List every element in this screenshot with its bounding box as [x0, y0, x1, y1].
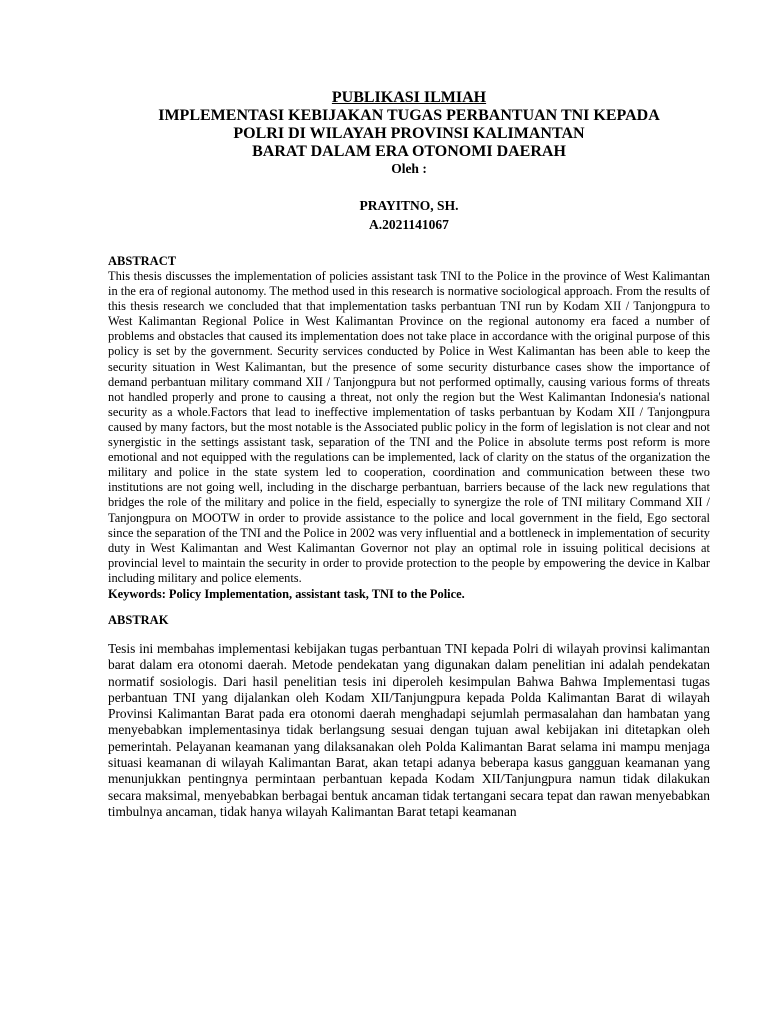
abstrak-heading: ABSTRAK: [108, 612, 169, 627]
abstrak-text: Tesis ini membahas implementasi kebijakan tugas perbantuan TNI kepada Polri di wilayah provinsi kalimantan barat dalam era otonomi daerah. Metode pendekatan yang digunakan dalam penelitian ini adalah pendekatan normatif sosiologis. Dari hasil penelitian tesis ini diperoleh kesimpulan Bahwa Bahwa Implementasi tugas perbantuan TNI yang dijalankan oleh Kodam XII/Tanjungpura kepada Polda Kalimantan Barat di wilayah Provinsi Kalimantan Barat pada era otonomi daerah menghadapi sejumlah permasalahan dan hambatan yang menyebabkan implementasinya tidak berlangsung sesuai dengan tujuan awal kebijakan ini ditetapkan oleh pemerintah. Pelayanan keamanan yang dilaksanakan oleh Polda Kalimantan Barat selama ini mampu menjaga situasi keamanan di wilayah Kalimantan Barat, akan tetapi adanya beberapa kasus gangguan keamanan yang menunjukkan pentingnya permintaan perbantuan kepada Kodam XII/Tanjungpura namun tidak dilakukan secara maksimal, menyebabkan berbagai bentuk ancaman tidak tertangani secara tepat dan rawan menyebabkan timbulnya ancaman, tidak hanya wilayah Kalimantan Barat tetapi keamanan: [108, 640, 710, 819]
keywords: Keywords: Policy Implementation, assistant task, TNI to the Police.: [108, 586, 465, 601]
title-line-1: IMPLEMENTASI KEBIJAKAN TUGAS PERBANTUAN TNI KEPADA: [158, 107, 660, 124]
author-name: PRAYITNO, SH.: [359, 198, 459, 213]
abstract-heading: ABSTRACT: [108, 254, 177, 268]
student-id: A.2021141067: [369, 217, 449, 232]
publication-label: PUBLIKASI ILMIAH: [331, 89, 487, 106]
title-line-2: POLRI DI WILAYAH PROVINSI KALIMANTAN: [233, 125, 585, 142]
abstract-text: This thesis discusses the implementation of policies assistant task TNI to the Police in the province of West Kalimantan in the era of regional autonomy. The method used in this research is normative sociological approach. From the results of this thesis research we concluded that that implementation tasks perbantuan TNI run by Kodam XII / Tanjongpura to West Kalimantan Regional Police in West Kalimantan Province on the regional autonomy era faced a number of problems and obstacles that caused its implementation does not take place in accordance with the original purpose of this policy is set by the government. Security services conducted by Police in West Kalimantan has been able to keep the security situation in West Kalimantan, but the presence of some security disturbance cases show the importance of demand perbantuan military command XII / Tanjongpura but not performed optimally, causing various forms of threats not handled properly and prone to causing a threat, not only the region but the West Kalimantan Indonesia's national security as a whole.Factors that lead to ineffective implementation of tasks perbantuan by Kodam XII / Tanjongpura caused by many factors, but the most notable is the Associated public policy in the form of legislation is not clear and not synergistic in the settings assistant task, separation of the TNI and the Police in absolute terms post reform is more emotional and not equipped with the regulations can be implemented, lack of clarity on the status of the organization the military and police in the state system led to cooperation, coordination and communication between these two institutions are not going well, including in the discharge perbantuan, barriers because of the lack new regulations that bridges the role of the military and police in the field, especially to synergize the role of TNI military Command XII / Tanjongpura on MOOTW in order to provide assistance to the police and local government in the field, Ego sectoral since the separation of the TNI and the Police in 2002 was very influential and a bottleneck in implementation of security duty in West Kalimantan and West Kalimantan Governor not play an optimal role in issuing political decisions at provincial level to maintain the security in order to provide protection to the people by empowering the device in Kalbar including military and police elements.: [108, 269, 710, 585]
paper-title: [108, 107, 710, 161]
by-label: Oleh :: [391, 161, 427, 176]
title-line-3: BARAT DALAM ERA OTONOMI DAERAH: [252, 143, 566, 160]
